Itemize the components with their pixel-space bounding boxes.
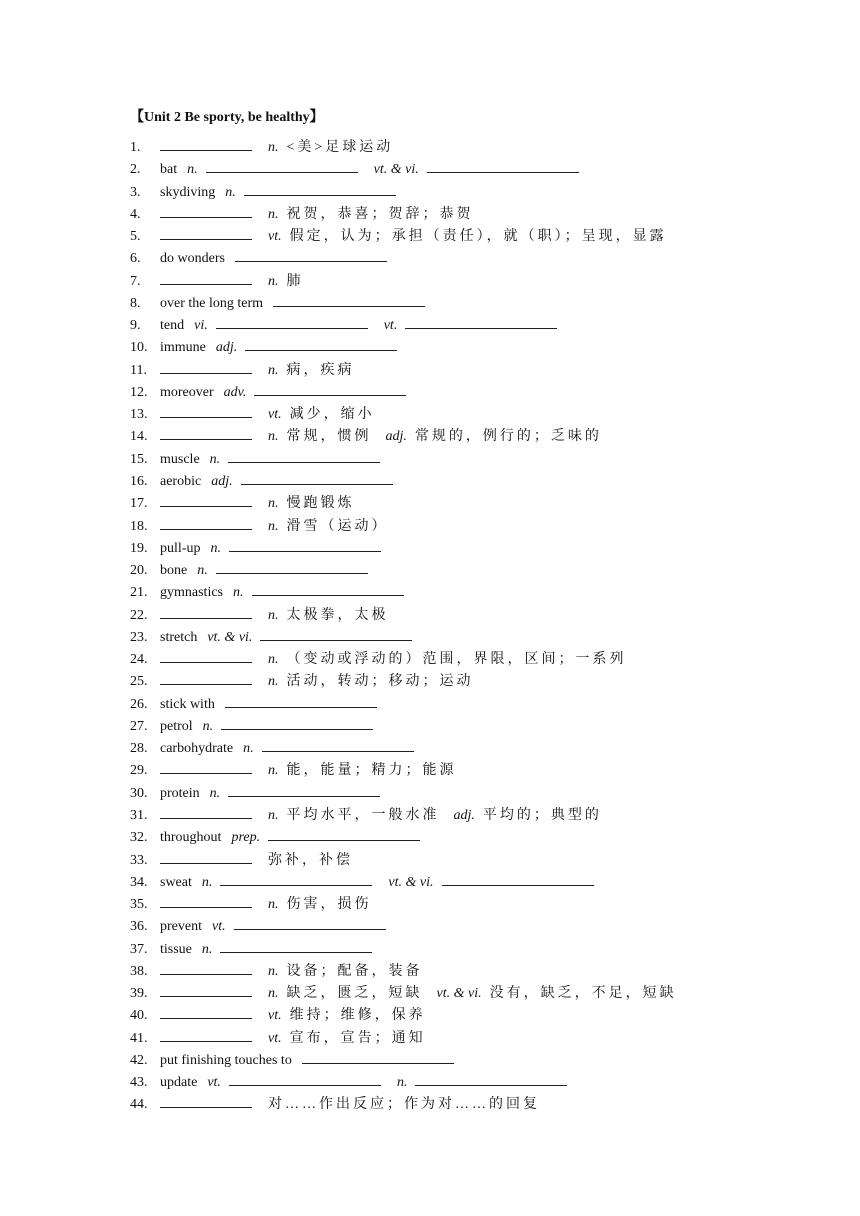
- vocab-row: [130, 693, 770, 715]
- vocab-row: [130, 336, 770, 358]
- chinese-meaning: （变动或浮动的）范围，界限，区间；一系列: [286, 652, 627, 668]
- item-number: 14.: [130, 429, 148, 445]
- vocab-word: aerobic: [160, 473, 202, 489]
- answer-blank[interactable]: [235, 247, 387, 262]
- vocab-word: tissue: [160, 941, 192, 957]
- vocab-row: [130, 737, 770, 759]
- vocab-word: bat: [160, 162, 178, 178]
- vocab-row: [130, 559, 770, 581]
- chinese-meaning: 病，疾病: [286, 362, 355, 378]
- vocab-row: [130, 403, 770, 425]
- chinese-meaning: <美>足球运动: [286, 140, 394, 155]
- answer-blank[interactable]: [415, 1071, 567, 1086]
- answer-blank[interactable]: [160, 136, 252, 151]
- chinese-meaning: 弥补，补偿: [268, 852, 353, 868]
- vocab-word: moreover: [160, 384, 214, 400]
- vocab-row: [130, 715, 770, 737]
- vocab-row: [130, 292, 770, 314]
- item-number: 11.: [130, 362, 147, 378]
- part-of-speech: n.: [268, 674, 279, 690]
- item-number: 23.: [130, 629, 148, 645]
- chinese-meaning: 平均水平，一般水准: [286, 807, 440, 823]
- vocab-row: [130, 225, 770, 247]
- vocab-row: [130, 1004, 770, 1026]
- vocab-row: [130, 804, 770, 826]
- chinese-meaning: 对……作出反应；作为对……的回复: [268, 1097, 540, 1113]
- answer-blank[interactable]: [228, 448, 380, 463]
- vocab-word: stretch: [160, 629, 198, 645]
- chinese-meaning: 设备；配备，装备: [286, 963, 423, 979]
- answer-blank[interactable]: [160, 425, 252, 440]
- vocab-word: gymnastics: [160, 585, 223, 601]
- answer-blank[interactable]: [245, 336, 397, 351]
- part-of-speech: n.: [243, 741, 254, 757]
- vocab-word: update: [160, 1075, 198, 1091]
- item-number: 17.: [130, 496, 148, 512]
- vocab-word: prevent: [160, 919, 202, 935]
- part-of-speech: vt.: [207, 1075, 221, 1091]
- vocab-row: [130, 181, 770, 203]
- chinese-meaning: 滑雪（运动）: [286, 518, 389, 534]
- chinese-meaning: 减少，缩小: [289, 407, 375, 423]
- answer-blank[interactable]: [216, 314, 368, 329]
- part-of-speech: n.: [268, 652, 279, 668]
- item-number: 27.: [130, 718, 148, 734]
- answer-blank[interactable]: [160, 804, 252, 819]
- vocab-word: do wonders: [160, 251, 225, 267]
- answer-blank[interactable]: [160, 849, 252, 864]
- item-number: 41.: [130, 1030, 148, 1046]
- part-of-speech: vt.: [383, 318, 398, 334]
- vocab-row: [130, 314, 770, 336]
- item-number: 37.: [130, 941, 148, 957]
- vocab-word: petrol: [160, 718, 193, 734]
- part-of-speech: vt. & vi.: [373, 162, 419, 178]
- part-of-speech: prep.: [231, 830, 261, 846]
- part-of-speech: n.: [268, 362, 279, 378]
- item-number: 26.: [130, 696, 148, 712]
- answer-blank[interactable]: [160, 270, 252, 285]
- vocab-word: throughout: [160, 830, 222, 846]
- item-number: 40.: [130, 1008, 148, 1024]
- part-of-speech: n.: [268, 763, 279, 779]
- vocab-row: [130, 960, 770, 982]
- vocab-row: [130, 470, 770, 492]
- item-number: 33.: [130, 852, 148, 868]
- item-number: 3.: [130, 184, 141, 200]
- answer-blank[interactable]: [244, 181, 396, 196]
- part-of-speech: vt.: [211, 919, 226, 935]
- chinese-meaning: 没有，缺乏，不足，短缺: [489, 986, 677, 1002]
- vocab-row: [130, 1071, 770, 1093]
- answer-blank[interactable]: [160, 1093, 252, 1108]
- part-of-speech: n.: [268, 807, 279, 823]
- item-number: 32.: [130, 830, 148, 846]
- chinese-meaning: 维持；维修，保养: [289, 1008, 426, 1024]
- vocab-row: [130, 581, 770, 603]
- vocab-row: [130, 1093, 770, 1115]
- part-of-speech: vt. & vi.: [207, 629, 253, 645]
- chinese-meaning: 伤害，损伤: [286, 897, 372, 913]
- part-of-speech: n.: [197, 563, 208, 579]
- answer-blank[interactable]: [160, 1027, 252, 1042]
- vocab-row: [130, 982, 770, 1004]
- vocab-row: [130, 782, 770, 804]
- item-number: 6.: [130, 251, 141, 267]
- vocab-word: muscle: [160, 451, 200, 467]
- vocab-row: [130, 1049, 770, 1071]
- vocab-word: put finishing touches to: [160, 1052, 292, 1068]
- answer-blank[interactable]: [160, 648, 252, 663]
- item-number: 15.: [130, 451, 148, 467]
- item-number: 16.: [130, 473, 148, 489]
- vocab-row: [130, 537, 770, 559]
- vocab-row: [130, 648, 770, 670]
- part-of-speech: vi.: [194, 318, 208, 334]
- chinese-meaning: 常规，惯例: [286, 429, 372, 445]
- vocab-row: [130, 158, 770, 180]
- chinese-meaning: 肺: [286, 273, 304, 289]
- answer-blank[interactable]: [160, 515, 252, 530]
- vocab-word: immune: [160, 340, 206, 356]
- part-of-speech: vt.: [268, 1008, 282, 1024]
- part-of-speech: n.: [209, 785, 221, 801]
- chinese-meaning: 平均的；典型的: [482, 807, 602, 823]
- part-of-speech: adv.: [223, 384, 247, 400]
- answer-blank[interactable]: [221, 715, 373, 730]
- vocab-word: tend: [160, 318, 185, 334]
- vocab-word: sweat: [160, 874, 192, 890]
- item-number: 25.: [130, 674, 148, 690]
- vocab-word: carbohydrate: [160, 741, 234, 757]
- vocabulary-list: [130, 136, 770, 1116]
- answer-blank[interactable]: [160, 359, 252, 374]
- chinese-meaning: 活动，转动；移动；运动: [286, 674, 474, 690]
- item-number: 5.: [130, 229, 141, 245]
- part-of-speech: vt. & vi.: [388, 874, 434, 890]
- part-of-speech: n.: [210, 540, 221, 556]
- vocab-word: over the long term: [160, 295, 264, 311]
- answer-blank[interactable]: [160, 1004, 252, 1019]
- answer-blank[interactable]: [160, 203, 252, 218]
- item-number: 12.: [130, 384, 148, 400]
- answer-blank[interactable]: [160, 670, 252, 685]
- part-of-speech: n.: [268, 986, 279, 1002]
- part-of-speech: adj.: [215, 340, 238, 356]
- item-number: 13.: [130, 407, 148, 423]
- item-number: 10.: [130, 340, 148, 356]
- vocab-row: [130, 425, 770, 447]
- answer-blank[interactable]: [220, 871, 372, 886]
- item-number: 30.: [130, 785, 148, 801]
- answer-blank[interactable]: [252, 581, 404, 596]
- chinese-meaning: 祝贺，恭喜；贺辞；恭贺: [286, 206, 474, 222]
- item-number: 21.: [130, 585, 148, 601]
- answer-blank[interactable]: [160, 403, 252, 418]
- item-number: 29.: [130, 763, 148, 779]
- part-of-speech: adj.: [453, 807, 475, 823]
- chinese-meaning: 假定，认为；承担（责任），就（职）；呈现，显露: [289, 229, 667, 245]
- chinese-meaning: 太极拳，太极: [286, 607, 389, 623]
- item-number: 9.: [130, 318, 141, 334]
- part-of-speech: n.: [268, 206, 279, 222]
- item-number: 2.: [130, 162, 141, 178]
- answer-blank[interactable]: [229, 537, 381, 552]
- vocab-row: [130, 604, 770, 626]
- item-number: 42.: [130, 1052, 148, 1068]
- item-number: 7.: [130, 273, 141, 289]
- vocab-row: [130, 849, 770, 871]
- part-of-speech: n.: [268, 273, 279, 289]
- item-number: 18.: [130, 518, 148, 534]
- vocab-row: [130, 515, 770, 537]
- vocab-word: stick with: [160, 696, 215, 712]
- part-of-speech: vt.: [268, 407, 282, 423]
- part-of-speech: n.: [268, 140, 279, 155]
- vocab-row: [130, 1027, 770, 1049]
- vocab-word: bone: [160, 563, 188, 579]
- part-of-speech: n.: [268, 963, 279, 979]
- chinese-meaning: 缺乏，匮乏，短缺: [286, 986, 423, 1002]
- item-number: 4.: [130, 206, 141, 222]
- vocab-row: [130, 759, 770, 781]
- item-number: 44.: [130, 1097, 148, 1113]
- vocab-row: [130, 136, 770, 158]
- part-of-speech: n.: [201, 874, 213, 890]
- answer-blank[interactable]: [262, 737, 414, 752]
- answer-blank[interactable]: [427, 158, 579, 173]
- item-number: 38.: [130, 963, 148, 979]
- vocab-row: [130, 448, 770, 470]
- part-of-speech: n.: [233, 585, 244, 601]
- answer-blank[interactable]: [220, 938, 372, 953]
- vocab-row: [130, 915, 770, 937]
- answer-blank[interactable]: [160, 893, 252, 908]
- answer-blank[interactable]: [160, 492, 252, 507]
- item-number: 24.: [130, 652, 148, 668]
- vocab-row: [130, 871, 770, 893]
- part-of-speech: n.: [225, 184, 236, 200]
- item-number: 1.: [130, 140, 141, 155]
- vocab-row: [130, 826, 770, 848]
- vocab-word: pull-up: [160, 540, 201, 556]
- item-number: 36.: [130, 919, 148, 935]
- item-number: 39.: [130, 986, 148, 1002]
- answer-blank[interactable]: [234, 915, 386, 930]
- chinese-meaning: 能，能量；精力；能源: [286, 763, 457, 779]
- item-number: 28.: [130, 741, 148, 757]
- answer-blank[interactable]: [160, 982, 252, 997]
- answer-blank[interactable]: [160, 604, 252, 619]
- answer-blank[interactable]: [405, 314, 557, 329]
- item-number: 20.: [130, 563, 148, 579]
- item-number: 8.: [130, 295, 141, 311]
- vocab-row: [130, 492, 770, 514]
- chinese-meaning: 宣布，宣告；通知: [289, 1030, 426, 1046]
- answer-blank[interactable]: [206, 158, 358, 173]
- vocab-row: [130, 938, 770, 960]
- item-number: 22.: [130, 607, 148, 623]
- part-of-speech: n.: [202, 718, 214, 734]
- part-of-speech: adj.: [385, 429, 407, 445]
- part-of-speech: vt.: [268, 229, 282, 245]
- vocab-word: protein: [160, 785, 200, 801]
- answer-blank[interactable]: [216, 559, 368, 574]
- answer-blank[interactable]: [302, 1049, 454, 1064]
- part-of-speech: n.: [268, 518, 279, 534]
- answer-blank[interactable]: [228, 782, 380, 797]
- vocab-row: [130, 203, 770, 225]
- chinese-meaning: 慢跑锻炼: [286, 496, 355, 512]
- vocab-row: [130, 247, 770, 269]
- answer-blank[interactable]: [160, 960, 252, 975]
- part-of-speech: vt.: [268, 1030, 282, 1046]
- part-of-speech: n.: [396, 1075, 408, 1091]
- answer-blank[interactable]: [160, 225, 252, 240]
- item-number: 19.: [130, 540, 148, 556]
- answer-blank[interactable]: [225, 693, 377, 708]
- answer-blank[interactable]: [241, 470, 393, 485]
- answer-blank[interactable]: [442, 871, 594, 886]
- answer-blank[interactable]: [160, 759, 252, 774]
- part-of-speech: n.: [187, 162, 198, 178]
- item-number: 34.: [130, 874, 148, 890]
- chinese-meaning: 常规的，例行的；乏味的: [414, 429, 602, 445]
- part-of-speech: n.: [268, 496, 279, 512]
- vocab-row: [130, 626, 770, 648]
- answer-blank[interactable]: [229, 1071, 381, 1086]
- item-number: 43.: [130, 1075, 148, 1091]
- item-number: 31.: [130, 807, 148, 823]
- part-of-speech: n.: [209, 451, 221, 467]
- part-of-speech: n.: [268, 429, 279, 445]
- answer-blank[interactable]: [254, 381, 406, 396]
- part-of-speech: vt. & vi.: [436, 986, 482, 1002]
- item-number: 35.: [130, 897, 148, 913]
- answer-blank[interactable]: [268, 826, 420, 841]
- part-of-speech: adj.: [211, 473, 233, 489]
- part-of-speech: n.: [268, 607, 279, 623]
- part-of-speech: n.: [268, 897, 279, 913]
- vocab-word: skydiving: [160, 184, 216, 200]
- unit-title: 【Unit 2 Be sporty, be healthy】: [130, 110, 324, 125]
- vocab-row: [130, 893, 770, 915]
- vocab-row: [130, 381, 770, 403]
- vocab-row: [130, 359, 770, 381]
- vocab-row: [130, 270, 770, 292]
- answer-blank[interactable]: [273, 292, 425, 307]
- part-of-speech: n.: [201, 941, 213, 957]
- answer-blank[interactable]: [260, 626, 412, 641]
- vocab-row: [130, 670, 770, 692]
